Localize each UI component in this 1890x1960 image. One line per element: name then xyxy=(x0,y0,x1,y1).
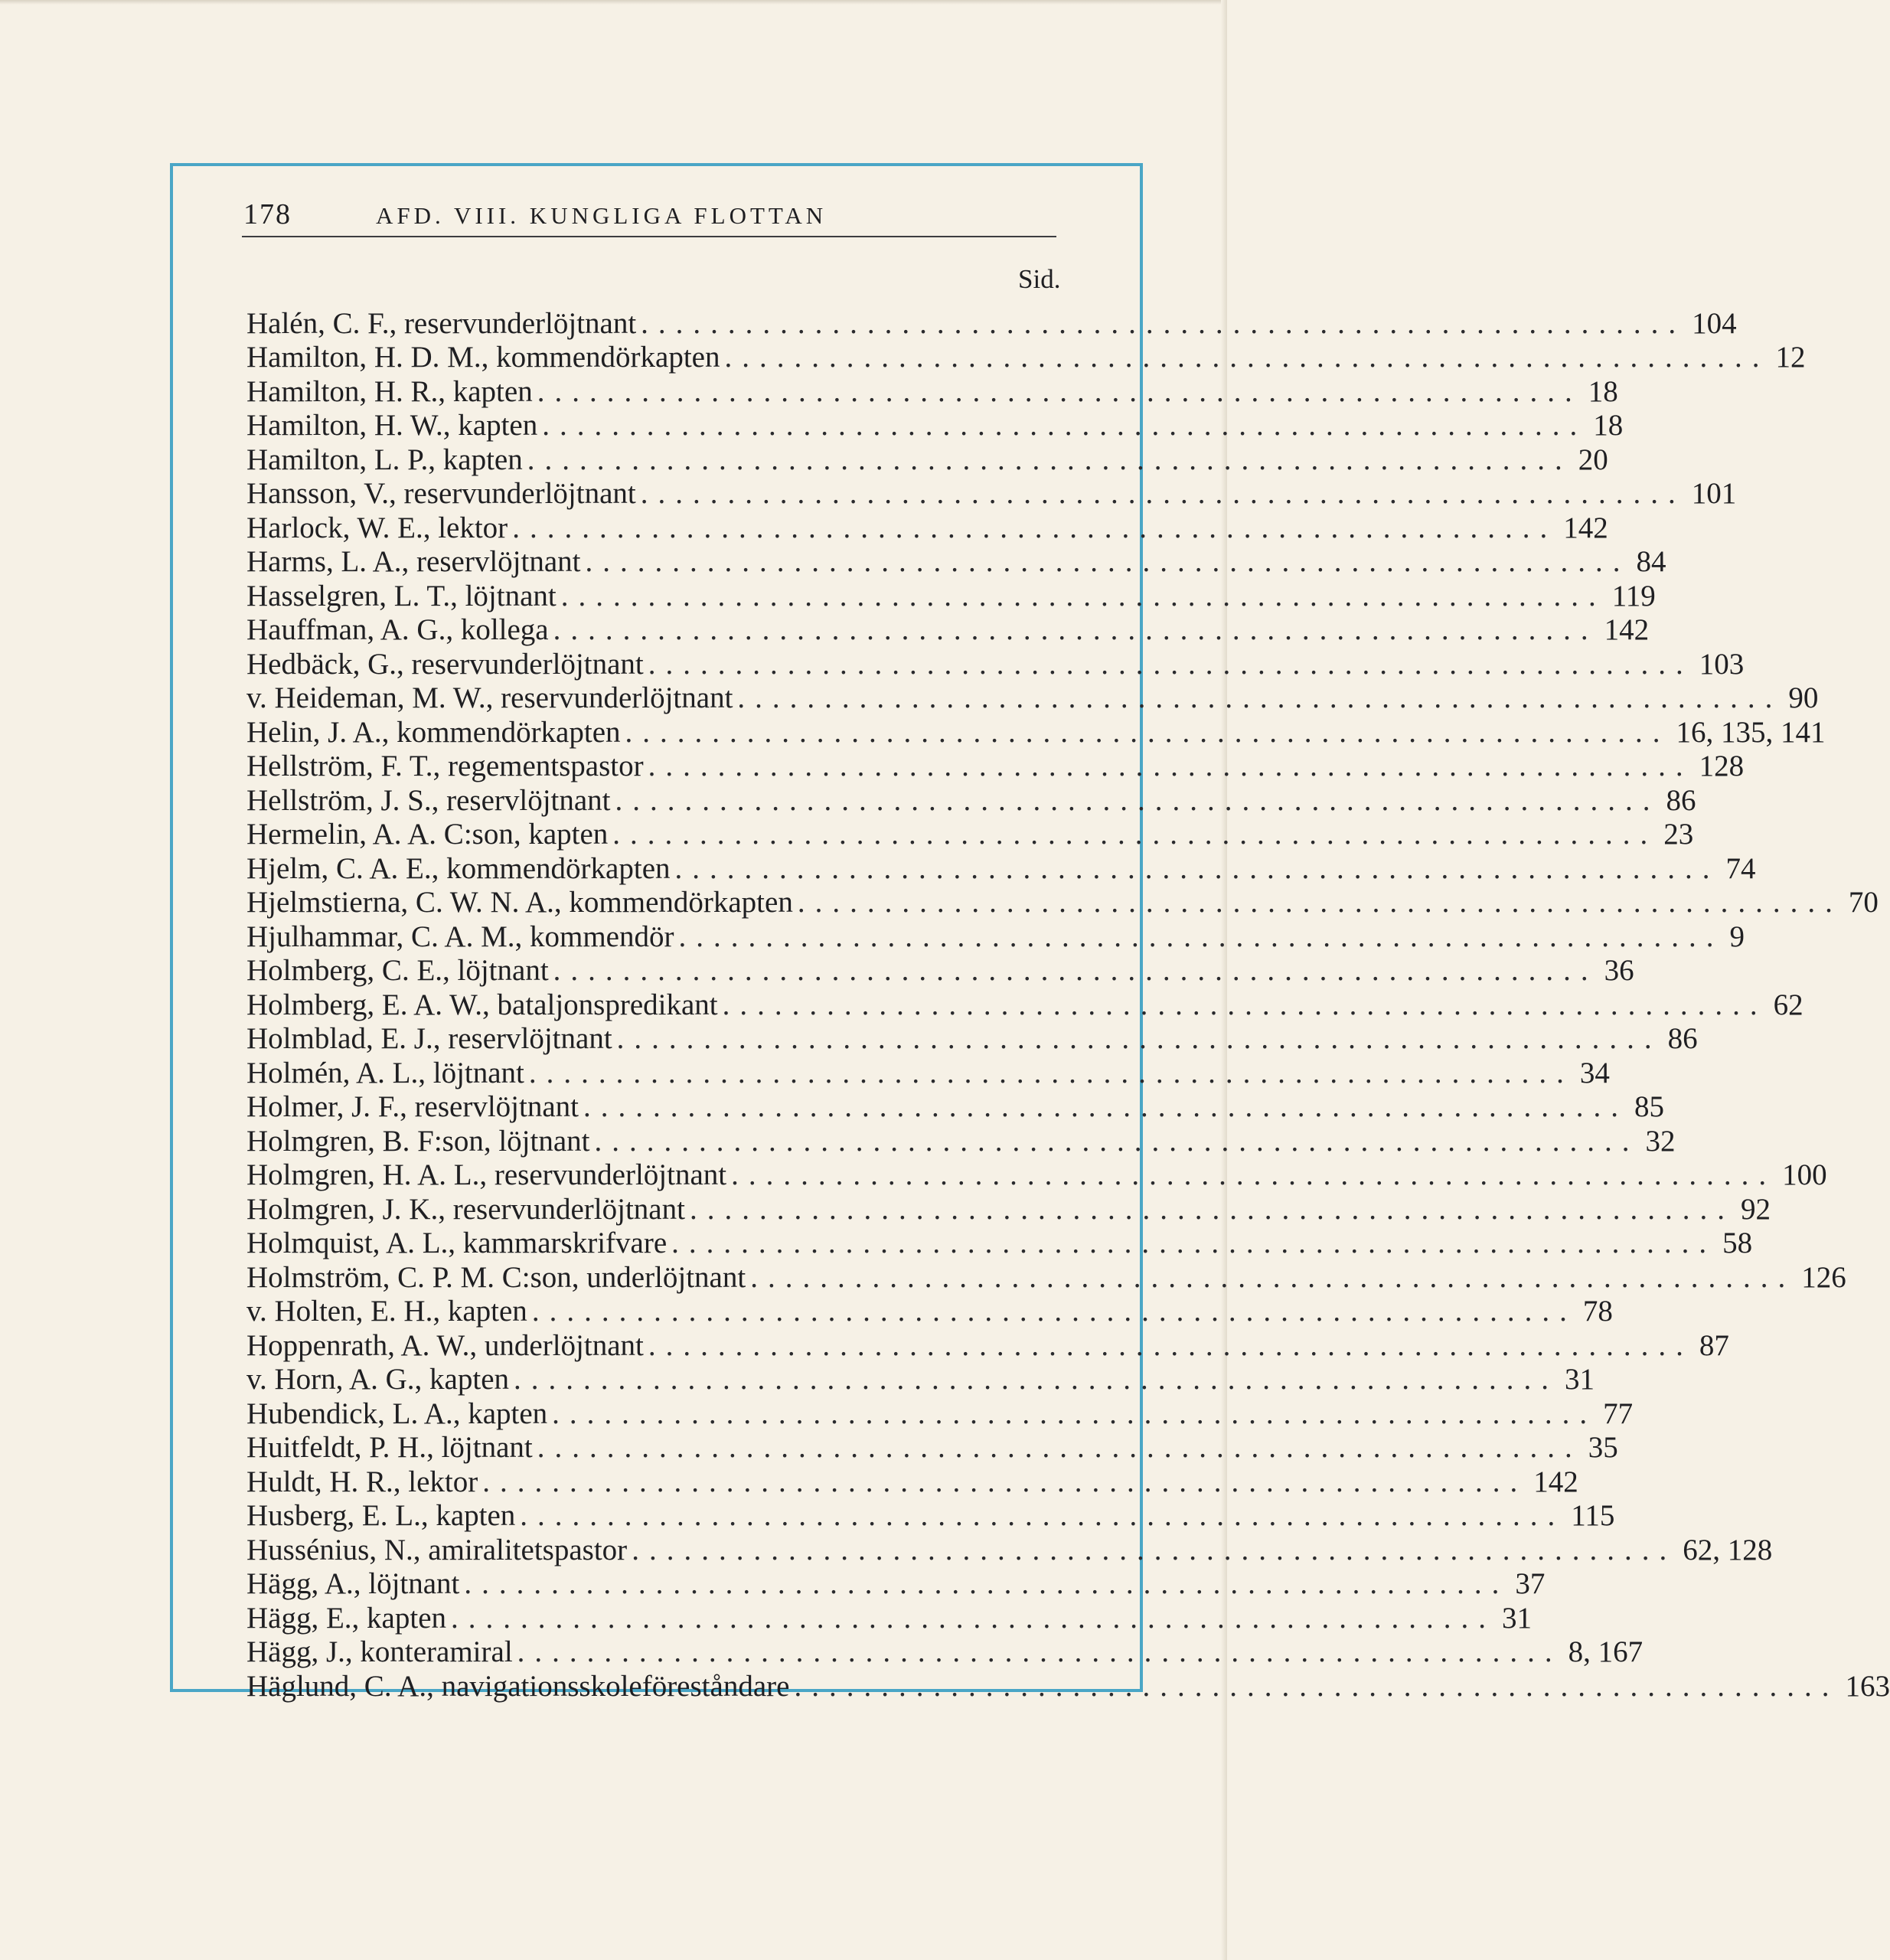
running-head: AFD. VIII. KUNGLIGA FLOTTAN xyxy=(376,202,827,229)
entry-page-numbers: 142 xyxy=(1604,613,1650,646)
entry-page-numbers: 115 xyxy=(1571,1499,1615,1532)
entry-name: v. Holten, E. H., kapten xyxy=(246,1295,527,1328)
entry-name: Holmén, A. L., löjtnant xyxy=(246,1056,524,1089)
entry-page-numbers: 9 xyxy=(1729,920,1745,953)
entry-name: v. Heideman, M. W., reservunderlöjtnant xyxy=(246,681,733,714)
entry-page-numbers: 86 xyxy=(1666,783,1696,817)
entry-name: Harms, L. A., reservlöjtnant xyxy=(246,545,581,578)
index-entry xyxy=(246,1465,1578,1499)
entry-name: v. Horn, A. G., kapten xyxy=(246,1363,510,1396)
entry-name: Huitfeldt, P. H., löjtnant xyxy=(246,1431,533,1464)
entry-page-numbers: 37 xyxy=(1515,1567,1546,1600)
index-entry xyxy=(246,1056,1610,1090)
dot-leader: ............................................................ xyxy=(482,1465,1528,1498)
entry-name: Hellström, F. T., regementspastor xyxy=(246,750,644,782)
entry-name: Hansson, V., reservunderlöjtnant xyxy=(246,477,636,510)
dot-leader: ............................................................ xyxy=(648,1328,1693,1362)
entry-name: Holmgren, H. A. L., reservunderlöjtnant xyxy=(246,1158,727,1191)
dot-leader: ............................................................ xyxy=(678,920,1724,953)
dot-leader: ............................................................ xyxy=(520,1499,1565,1532)
entry-name: Hermelin, A. A. C:son, kapten xyxy=(246,818,609,851)
index-entry xyxy=(246,1601,1533,1635)
entry-name: Hasselgren, L. T., löjtnant xyxy=(246,579,557,612)
entry-page-numbers: 31 xyxy=(1565,1363,1595,1396)
index-entry xyxy=(246,1227,1753,1261)
dot-leader: ............................................................ xyxy=(671,1227,1717,1259)
entry-name: Husberg, E. L., kapten xyxy=(246,1499,516,1532)
index-entry xyxy=(246,1295,1613,1329)
index-entry xyxy=(246,1363,1595,1397)
dot-leader: ............................................................ xyxy=(552,1396,1598,1430)
entry-name: Helin, J. A., kommendörkapten xyxy=(246,715,621,749)
entry-page-numbers: 20 xyxy=(1578,443,1608,476)
dot-leader: ............................................................ xyxy=(553,613,1598,646)
dot-leader: ............................................................ xyxy=(640,477,1686,510)
index-entry xyxy=(246,647,1745,681)
entry-name: Halén, C. F., reservunderlöjtnant xyxy=(246,306,637,340)
index-entry xyxy=(246,1669,1890,1704)
dot-leader: ............................................................ xyxy=(722,988,1768,1021)
entry-page-numbers: 23 xyxy=(1663,818,1694,851)
entry-page-numbers: 128 xyxy=(1699,750,1745,782)
index-entry xyxy=(246,988,1803,1022)
index-entry xyxy=(246,715,1826,750)
entry-name: Hägg, J., konteramiral xyxy=(246,1635,513,1668)
entry-name: Hamilton, H. W., kapten xyxy=(246,409,538,442)
dot-leader: ............................................................ xyxy=(528,1056,1574,1089)
dot-leader: ............................................................ xyxy=(514,1363,1559,1396)
entry-name: Holmgren, J. K., reservunderlöjtnant xyxy=(246,1192,685,1226)
index-entry xyxy=(246,1635,1644,1670)
entry-name: Holmberg, C. E., löjtnant xyxy=(246,954,549,987)
dot-leader: ............................................................ xyxy=(689,1192,1735,1226)
entry-page-numbers: 103 xyxy=(1699,647,1745,681)
dot-leader: ............................................................ xyxy=(797,886,1843,919)
entry-page-numbers: 104 xyxy=(1692,306,1737,340)
entry-page-numbers: 35 xyxy=(1588,1431,1618,1464)
dot-leader: ............................................................ xyxy=(517,1635,1562,1668)
dot-leader: ............................................................ xyxy=(731,1158,1777,1191)
index-entry xyxy=(246,306,1737,341)
dot-leader: ............................................................ xyxy=(641,306,1686,340)
entry-page-numbers: 70 xyxy=(1848,886,1879,919)
dot-leader: ............................................................ xyxy=(648,750,1693,782)
entry-name: Hägg, E., kapten xyxy=(246,1601,447,1635)
dot-leader: ............................................................ xyxy=(531,1295,1577,1328)
entry-page-numbers: 34 xyxy=(1579,1056,1610,1089)
entry-page-numbers: 86 xyxy=(1667,1022,1698,1055)
entry-page-numbers: 74 xyxy=(1725,851,1756,885)
dot-leader: ............................................................ xyxy=(542,409,1588,442)
dot-leader: ............................................................ xyxy=(615,783,1660,817)
entry-name: Häglund, C. A., navigationsskoleföreståndare xyxy=(246,1669,790,1703)
entry-name: Hamilton, L. P., kapten xyxy=(246,443,523,476)
dot-leader: ............................................................ xyxy=(616,1022,1662,1055)
entry-page-numbers: 62 xyxy=(1773,988,1803,1021)
index-entry xyxy=(246,1328,1729,1363)
index-entry xyxy=(246,681,1819,716)
entry-name: Hubendick, L. A., kapten xyxy=(246,1396,548,1430)
index-entry xyxy=(246,613,1650,648)
dot-leader: ............................................................ xyxy=(527,443,1572,476)
entry-name: Holmgren, B. F:son, löjtnant xyxy=(246,1124,590,1158)
entry-page-numbers: 16, 135, 141 xyxy=(1676,715,1826,749)
index-entry xyxy=(246,1499,1615,1534)
dot-leader: ............................................................ xyxy=(750,1260,1796,1294)
entry-page-numbers: 12 xyxy=(1775,341,1806,374)
dot-leader: ............................................................ xyxy=(794,1669,1839,1703)
entry-name: Huldt, H. R., lektor xyxy=(246,1465,478,1498)
entry-page-numbers: 100 xyxy=(1782,1158,1827,1191)
index-entry xyxy=(246,374,1618,409)
entry-name: Holmer, J. F., reservlöjtnant xyxy=(246,1090,579,1123)
index-entry xyxy=(246,1431,1618,1465)
index-entry xyxy=(246,477,1737,511)
dot-leader: ............................................................ xyxy=(737,681,1783,714)
entry-page-numbers: 119 xyxy=(1611,579,1656,612)
entry-name: Hussénius, N., amiralitetspastor xyxy=(246,1533,628,1566)
entry-page-numbers: 87 xyxy=(1699,1328,1729,1362)
entry-name: Hjulhammar, C. A. M., kommendör xyxy=(246,920,674,953)
entry-page-numbers: 163 xyxy=(1845,1669,1890,1703)
entry-page-numbers: 36 xyxy=(1604,954,1634,987)
entry-name: Hauffman, A. G., kollega xyxy=(246,613,549,646)
entry-name: Holmblad, E. J., reservlöjtnant xyxy=(246,1022,612,1055)
dot-leader: ............................................................ xyxy=(625,715,1670,749)
entry-page-numbers: 32 xyxy=(1645,1124,1676,1158)
index-entry xyxy=(246,783,1696,818)
entry-name: Hjelmstierna, C. W. N. A., kommendörkapten xyxy=(246,886,793,919)
dot-leader: ............................................................ xyxy=(612,818,1658,851)
index-entry xyxy=(246,1192,1771,1227)
index-entry xyxy=(246,1567,1546,1602)
entry-name: Hellström, J. S., reservlöjtnant xyxy=(246,783,611,817)
index-entry xyxy=(246,818,1694,852)
entry-page-numbers: 90 xyxy=(1788,681,1819,714)
entry-page-numbers: 58 xyxy=(1722,1227,1753,1259)
entry-page-numbers: 77 xyxy=(1603,1396,1634,1430)
entry-name: Hedbäck, G., reservunderlöjtnant xyxy=(246,647,644,681)
entry-name: Holmström, C. P. M. C:son, underlöjtnant xyxy=(246,1260,746,1294)
entry-page-numbers: 142 xyxy=(1533,1465,1578,1498)
dot-leader: ............................................................ xyxy=(464,1567,1510,1600)
index-entry xyxy=(246,1022,1698,1057)
entry-page-numbers: 101 xyxy=(1691,477,1737,510)
index-entry xyxy=(246,545,1666,580)
index-entry xyxy=(246,920,1745,954)
entry-name: Hoppenrath, A. W., underlöjtnant xyxy=(246,1328,644,1362)
entry-page-numbers: 85 xyxy=(1634,1090,1664,1123)
entry-name: Holmquist, A. L., kammarskrifvare xyxy=(246,1227,668,1259)
dot-leader: ............................................................ xyxy=(585,545,1630,578)
index-entry xyxy=(246,886,1879,920)
dot-leader: ............................................................ xyxy=(648,647,1693,681)
dot-leader: ............................................................ xyxy=(583,1090,1628,1123)
entry-page-numbers: 8, 167 xyxy=(1568,1635,1644,1668)
entry-page-numbers: 78 xyxy=(1582,1295,1613,1328)
dot-leader: ............................................................ xyxy=(560,579,1606,612)
entry-page-numbers: 92 xyxy=(1740,1192,1771,1226)
entry-name: Hamilton, H. R., kapten xyxy=(246,374,533,408)
index-entry xyxy=(246,341,1806,375)
index-entry xyxy=(246,1396,1634,1431)
entry-page-numbers: 142 xyxy=(1563,511,1608,544)
index-entry xyxy=(246,579,1656,613)
index-entry xyxy=(246,1260,1846,1295)
dot-leader: ............................................................ xyxy=(632,1533,1677,1566)
index-entry xyxy=(246,1158,1827,1193)
page-top-edge xyxy=(0,0,1227,5)
entry-page-numbers: 31 xyxy=(1502,1601,1533,1635)
index-entry xyxy=(246,750,1745,784)
entry-name: Hjelm, C. A. E., kommendörkapten xyxy=(246,851,671,885)
page-column-label: Sid. xyxy=(1018,264,1061,294)
dot-leader: ............................................................ xyxy=(594,1124,1640,1158)
dot-leader: ............................................................ xyxy=(553,954,1598,987)
index-entry xyxy=(246,511,1608,545)
dot-leader: ............................................................ xyxy=(537,1431,1582,1464)
page-header xyxy=(242,198,1056,237)
dot-leader: ............................................................ xyxy=(724,341,1770,374)
index-entry xyxy=(246,954,1634,988)
entry-name: Hamilton, H. D. M., kommendörkapten xyxy=(246,341,720,374)
entry-name: Holmberg, E. A. W., bataljonspredikant xyxy=(246,988,718,1021)
entry-page-numbers: 84 xyxy=(1636,545,1666,578)
index-entry xyxy=(246,409,1624,443)
name-index-list xyxy=(246,306,1890,1704)
entry-page-numbers: 126 xyxy=(1801,1260,1846,1294)
dot-leader: ............................................................ xyxy=(451,1601,1497,1635)
entry-page-numbers: 18 xyxy=(1588,374,1618,408)
entry-page-numbers: 18 xyxy=(1593,409,1624,442)
entry-name: Hägg, A., löjtnant xyxy=(246,1567,460,1600)
index-entry xyxy=(246,851,1756,886)
dot-leader: ............................................................ xyxy=(537,374,1582,408)
index-entry xyxy=(246,1090,1664,1125)
dot-leader: ............................................................ xyxy=(674,851,1720,885)
entry-name: Harlock, W. E., lektor xyxy=(246,511,508,544)
index-entry xyxy=(246,443,1608,477)
index-entry xyxy=(246,1124,1676,1158)
entry-page-numbers: 62, 128 xyxy=(1683,1533,1773,1566)
page-number: 178 xyxy=(243,198,292,230)
dot-leader: ............................................................ xyxy=(512,511,1558,544)
index-entry xyxy=(246,1533,1773,1567)
